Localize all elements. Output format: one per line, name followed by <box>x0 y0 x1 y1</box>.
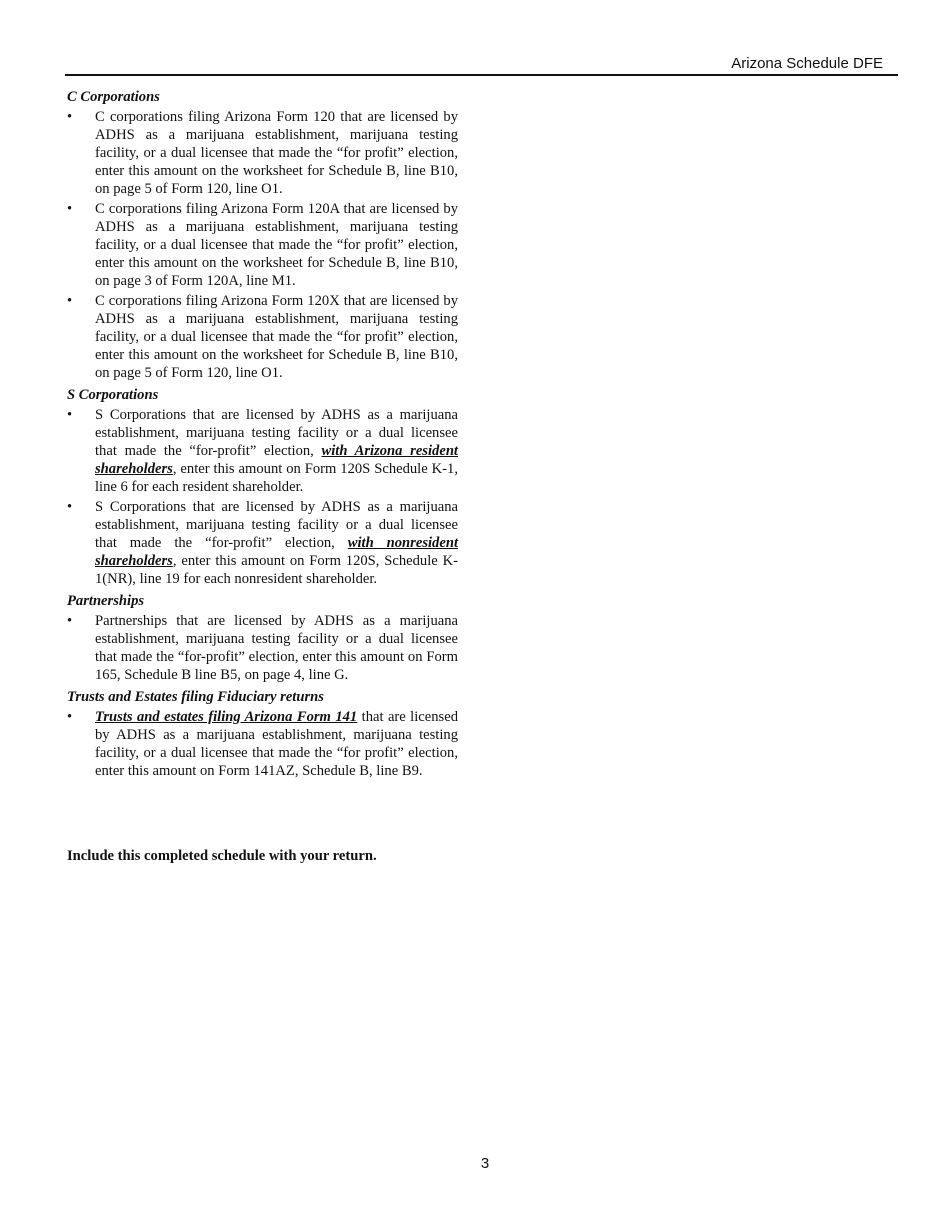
list-item: • C corporations filing Arizona Form 120 that are licensed by ADHS as a marijuana establishment, marijuana testing facility, or a dual licensee that made the “for profit” election, enter this amount on the worksheet for Schedule B, line B10, on page 5 of Form 120, line O1. <box>67 109 458 197</box>
emphasis-text: with Arizona resident shareholders <box>95 443 458 477</box>
section-c-corporations <box>67 88 458 382</box>
bullet-icon: • <box>67 613 73 629</box>
bullet-icon: • <box>67 293 73 309</box>
closing-instruction: Include this completed schedule with your return. <box>67 848 377 864</box>
section-heading: Trusts and Estates filing Fiduciary returns <box>67 689 324 705</box>
section-partnerships <box>67 592 458 684</box>
section-trusts-estates <box>67 688 458 780</box>
bullet-icon: • <box>67 709 73 725</box>
list-item: • C corporations filing Arizona Form 120X that are licensed by ADHS as a marijuana establishment, marijuana testing facility, or a dual licensee that made the “for profit” election, enter this amount on the worksheet for Schedule B, line B10, on page 5 of Form 120, line O1. <box>67 293 458 381</box>
emphasis-text: with nonresident shareholders <box>95 535 458 569</box>
header-divider <box>65 74 898 76</box>
list-item: • S Corporations that are licensed by ADHS as a marijuana establishment, marijuana testing facility or a dual licensee that made the “for-profit” election, with nonresident shareholders, enter this amount on Form 120S, Schedule K-1(NR), line 19 for each nonresident shareholder. <box>67 499 458 587</box>
list-item: • C corporations filing Arizona Form 120A that are licensed by ADHS as a marijuana establishment, marijuana testing facility, or a dual licensee that made the “for profit” election, enter this amount on the worksheet for Schedule B, line B10, on page 3 of Form 120A, line M1. <box>67 201 458 289</box>
list-item: • Trusts and estates filing Arizona Form 141 that are licensed by ADHS as a marijuana establishment, marijuana testing facility, or a dual licensee that made the “for profit” election, enter this amount on Form 141AZ, Schedule B, line B9. <box>67 709 458 779</box>
emphasis-text: Trusts and estates filing Arizona Form 141 <box>95 709 358 725</box>
bullet-icon: • <box>67 407 73 423</box>
section-heading: Partnerships <box>67 593 145 609</box>
bullet-icon: • <box>67 201 73 217</box>
list-item: • Partnerships that are licensed by ADHS as a marijuana establishment, marijuana testing facility or a dual licensee that made the “for-profit” election, enter this amount on Form 165, Schedule B line B5, on page 4, line G. <box>67 613 458 683</box>
page-number: 3 <box>480 1155 490 1172</box>
section-s-corporations <box>67 386 458 588</box>
list-item: • S Corporations that are licensed by ADHS as a marijuana establishment, marijuana testing facility or a dual licensee that made the “for-profit” election, with Arizona resident shareholders, enter this amount on Form 120S Schedule K-1, line 6 for each resident shareholder. <box>67 407 458 495</box>
bullet-icon: • <box>67 109 73 125</box>
schedule-title: Arizona Schedule DFE <box>731 55 883 72</box>
section-heading: C Corporations <box>67 89 160 105</box>
bullet-icon: • <box>67 499 73 515</box>
section-heading: S Corporations <box>67 387 159 403</box>
instructions-column <box>67 88 458 782</box>
